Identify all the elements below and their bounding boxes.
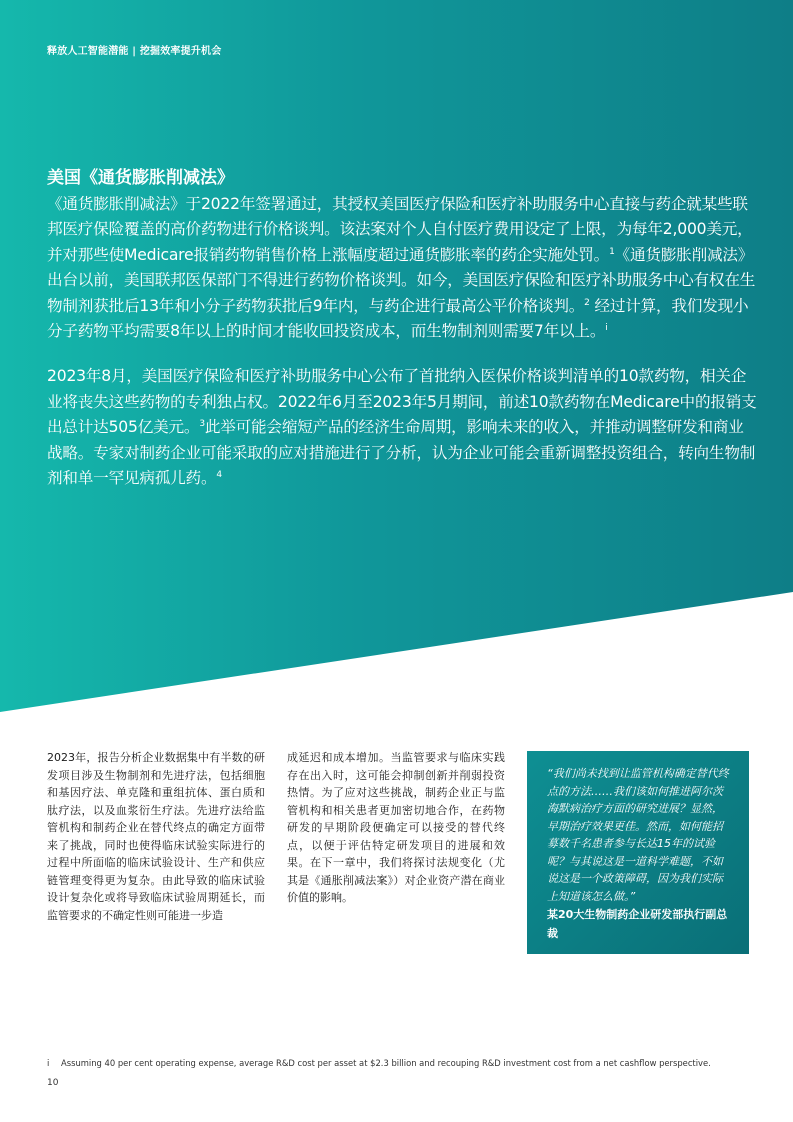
pull-quote-attribution: 某20大生物制药企业研发部执行副总裁 xyxy=(547,908,728,940)
hero-p2-text-1: 2023年8月，美国医疗保险和医疗补助服务中心公布了首批纳入医保价格谈判清单的10款药物，相关企业将丧失这些药物的专利独占权。2022年6月至2023年5月期间，前述10款药物在Medicare中的报销支出总计达505亿美元。 xyxy=(47,367,757,437)
body-column-2: 成延迟和成本增加。当监管要求与临床实践存在出入时，这可能会抑制创新并削弱投资热情。为了应对这些挑战，制药企业正与监管机构和相关患者更加密切地合作，在药物研发的早期阶段便确定可以接受的替代终点，以便于评估特定研发项目的进展和效果。在下一章中，我们将探讨法规变化（尤其是《通胀削减法案》）对企业资产潜在商业价值的影响。 xyxy=(287,751,505,904)
footnote-ref: 3 xyxy=(199,419,205,430)
section-title: 美国《通货膨胀削减法》 xyxy=(47,168,234,188)
footnote-ref: 2 xyxy=(584,297,590,308)
pull-quote-box xyxy=(527,751,749,954)
running-head: 释放人工智能潜能 | 挖掘效率提升机会 xyxy=(47,46,222,57)
hero-p1-text-2: 《通货膨胀削减法》出台以前，美国联邦医保部门不得进行药物价格谈判。如今，美国医疗保险和医疗补助服务中心有权在生物制剂获批后13年和小分子药物获批后9年内，与药企进行最高公平价格谈判。 xyxy=(47,245,756,315)
hero-p1-text-3: 经过计算，我们发现小分子药物平均需要8年以上的时间才能收回投资成本，而生物制剂则需要7年以上。 xyxy=(47,296,749,341)
pull-quote-text: “我们尚未找到让监管机构确定替代终点的方法……我们该如何推进阿尔茨海默病治疗方面的研究进展？显然，早期治疗效果更佳。然而，如何能招募数千名患者参与长达15年的试验呢？与其说这是一道科学难题，不如说这是一个政策障碍，因为我们实际上知道该怎么做。” xyxy=(547,767,729,903)
footnote-ref: 1 xyxy=(609,246,615,257)
footnote-marker: i xyxy=(47,1058,50,1068)
footnote-ref: 4 xyxy=(216,470,222,481)
body-column-1: 2023年，报告分析企业数据集中有半数的研发项目涉及生物制剂和先进疗法，包括细胞和基因疗法、单克隆和重组抗体、蛋白质和肽疗法，以及血浆衍生疗法。先进疗法给监管机构和制药企业在替代终点的确定方面带来了挑战，同时也使得临床试验实际进行的过程中所面临的临床试验设计、生产和供应链管理变得更为复杂。由此导致的临床试验设计复杂化或将导致临床试验周期延长，而监管要求的不确定性则可能进一步造 xyxy=(47,751,265,922)
hero-p1-text-1: 《通货膨胀削减法》于2022年签署通过，其授权美国医疗保险和医疗补助服务中心直接与药企就某些联邦医疗保险覆盖的高价药物进行价格谈判。该法案对个人自付医疗费用设定了上限，为每年2,000美元，并对那些使Medicare报销药物销售价格上涨幅度超过通货膨胀率的药企实施处罚。 xyxy=(47,195,753,264)
hero-paragraph-1 xyxy=(47,192,757,344)
hero-section xyxy=(47,166,757,491)
page-number: 10 xyxy=(47,1078,59,1088)
hero-paragraph-2 xyxy=(47,364,757,491)
footnote-text: Assuming 40 per cent operating expense, average R&D cost per asset at $2.3 billion and recouping R&D investment cost from a net cashflow perspective. xyxy=(61,1058,711,1068)
footnote xyxy=(47,1058,767,1068)
footnote-ref: i xyxy=(605,323,608,334)
hero-p2-text-2: 此举可能会缩短产品的经济生命周期，影响未来的收入，并推动调整研发和商业战略。专家对制药企业可能采取的应对措施进行了分析，认为企业可能会重新调整投资组合，转向生物制剂和单一罕见病孤儿药。 xyxy=(47,418,756,488)
